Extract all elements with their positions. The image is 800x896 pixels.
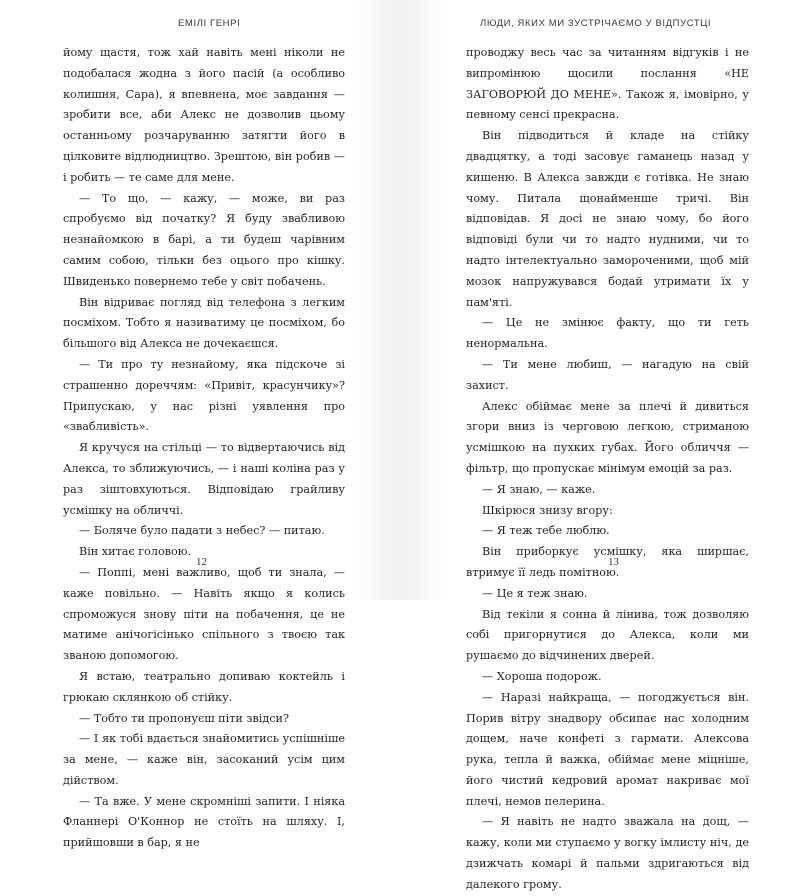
right-page — [400, 0, 800, 891]
left-page-body — [63, 43, 345, 854]
paragraph: Він приборкує усмішку, яка ширшає, втримує її ледь помітною. — [466, 545, 749, 579]
paragraph: — Ти про ту незнайому, яка підскоче зі страшенно дореччям: «Привіт, красунчику»? Припускаю, у нас різні уявлення про «звабливість». — [63, 357, 345, 434]
running-head-author: ЕМІЛІ ГЕНРІ — [178, 18, 241, 29]
paragraph: Я встаю, театрально допиваю коктейль і грюкаю склянкою об стійку. — [63, 669, 345, 704]
paragraph: — Боляче було падати з небес? — питаю. — [79, 524, 325, 538]
paragraph: — Поппі, мені важливо, щоб ти знала, — каже повільно. — Навіть якщо я колись спроможуся знову піти на побачення, це не матиме анічогісінько спільного з твоєю так званою допомогою. — [63, 565, 345, 663]
paragraph: — Наразі найкраща, — погоджується він. Порив вітру знадвору обсипає нас холодним дощем, наче конфеті з гармати. Алексова рука, тепла й важка, обіймає мене міцніше, його чистий кедровий аромат накриває мої плечі, немов пелерина. — [466, 690, 749, 808]
paragraph: — Це я теж знаю. — [482, 586, 588, 600]
paragraph: — Хороша подорож. — [482, 669, 602, 683]
paragraph: Я кручуся на стільці — то відвертаючись від Алекса, то зближуючись, — і наші коліна раз у раз зіштовхуються. Відповідаю грайливу усмішку на обличчі. — [63, 441, 345, 517]
page-number: 12 — [196, 556, 207, 568]
paragraph: проводжу весь час за читанням відгуків і не випромінюю щосили послання «НЕ ЗАГОВОРЮЙ ДО МЕНЕ». Також я, імовірно, у певному сенсі прекрасна. — [466, 46, 749, 122]
right-page-body — [466, 43, 749, 896]
paragraph: — Та вже. У мене скромніші запити. І ніяка Фланнері О'Коннор не стоїть на шляху. І, прийшовши в бар, я не — [63, 794, 345, 850]
paragraph: — Тобто ти пропонуєш піти звідси? — [79, 711, 289, 725]
paragraph: йому щастя, тож хай навіть мені ніколи не подобалася жодна з його пасій (а особливо колишня, Сара), я впевнена, моє завдання — зробити все, аби Алекс не дозволив цьому останньому розчаруванню затягти його в цілковите відлюдництво. Зрештою, він робив — і робить — те саме для мене. — [63, 46, 345, 184]
paragraph: Алекс обіймає мене за плечі й дивиться згори вниз із черговою легкою, стриманою усмішкою на пухких губах. Його обличчя — фільтр, що пропускає мінімум емоцій за раз. — [466, 399, 749, 475]
paragraph: — І як тобі вдається знайомитись успішніше за мене, — каже він, засоканий усім цим дійством. — [63, 732, 345, 787]
running-head-title: ЛЮДИ, ЯКИХ МИ ЗУСТРІЧАЄМО У ВІДПУСТЦІ — [480, 18, 712, 29]
left-page — [0, 0, 400, 850]
page-number: 13 — [608, 556, 619, 568]
paragraph: — Це не змінює факту, що ти геть ненормальна. — [466, 316, 749, 351]
paragraph: — То що, — кажу, — може, ви раз спробуємо від початку? Я буду звабливою незнайомкою в барі, а ти будеш чарівним самим собою, тільки без оцього про кішку. Швиденько повернемо тебе у світ побачень. — [63, 191, 345, 288]
paragraph: — Я навіть не надто зважала на дощ, — кажу, коли ми ступаємо у вогку імлисту ніч, де дзижчать комарі й пальми здригаються від далекого грому. — [466, 815, 749, 891]
paragraph: — Ти мене любиш, — нагадую на свій захист. — [466, 357, 749, 392]
paragraph: Шкірюся знизу вгору: — [482, 503, 613, 517]
paragraph: Він хитає головою. — [79, 545, 192, 559]
paragraph: Він підводиться й кладе на стійку двадцятку, а тоді засовує гаманець назад у кишеню. В Алекса завжди є готівка. Не знаю чому. Питала щонайменше тричі. Він відповідав. Я досі не знаю чому, бо його відповіді були чи то надто нудними, чи то надто інтелектуально замороченими, щоб мій мозок напружувався бодай утримати їх у пам'яті. — [466, 129, 749, 309]
paragraph: Від текіли я сонна й лінива, тож дозволяю собі пригорнутися до Алекса, коли ми рушаємо до відчинених дверей. — [466, 607, 749, 663]
paragraph: Він відриває погляд від телефона з легким посміхом. Тобто я називатиму це посміхом, бо більшого від Алекса не дочекаєшся. — [63, 295, 345, 351]
paragraph: — Я теж тебе люблю. — [482, 524, 610, 538]
paragraph: — Я знаю, — каже. — [482, 482, 596, 496]
